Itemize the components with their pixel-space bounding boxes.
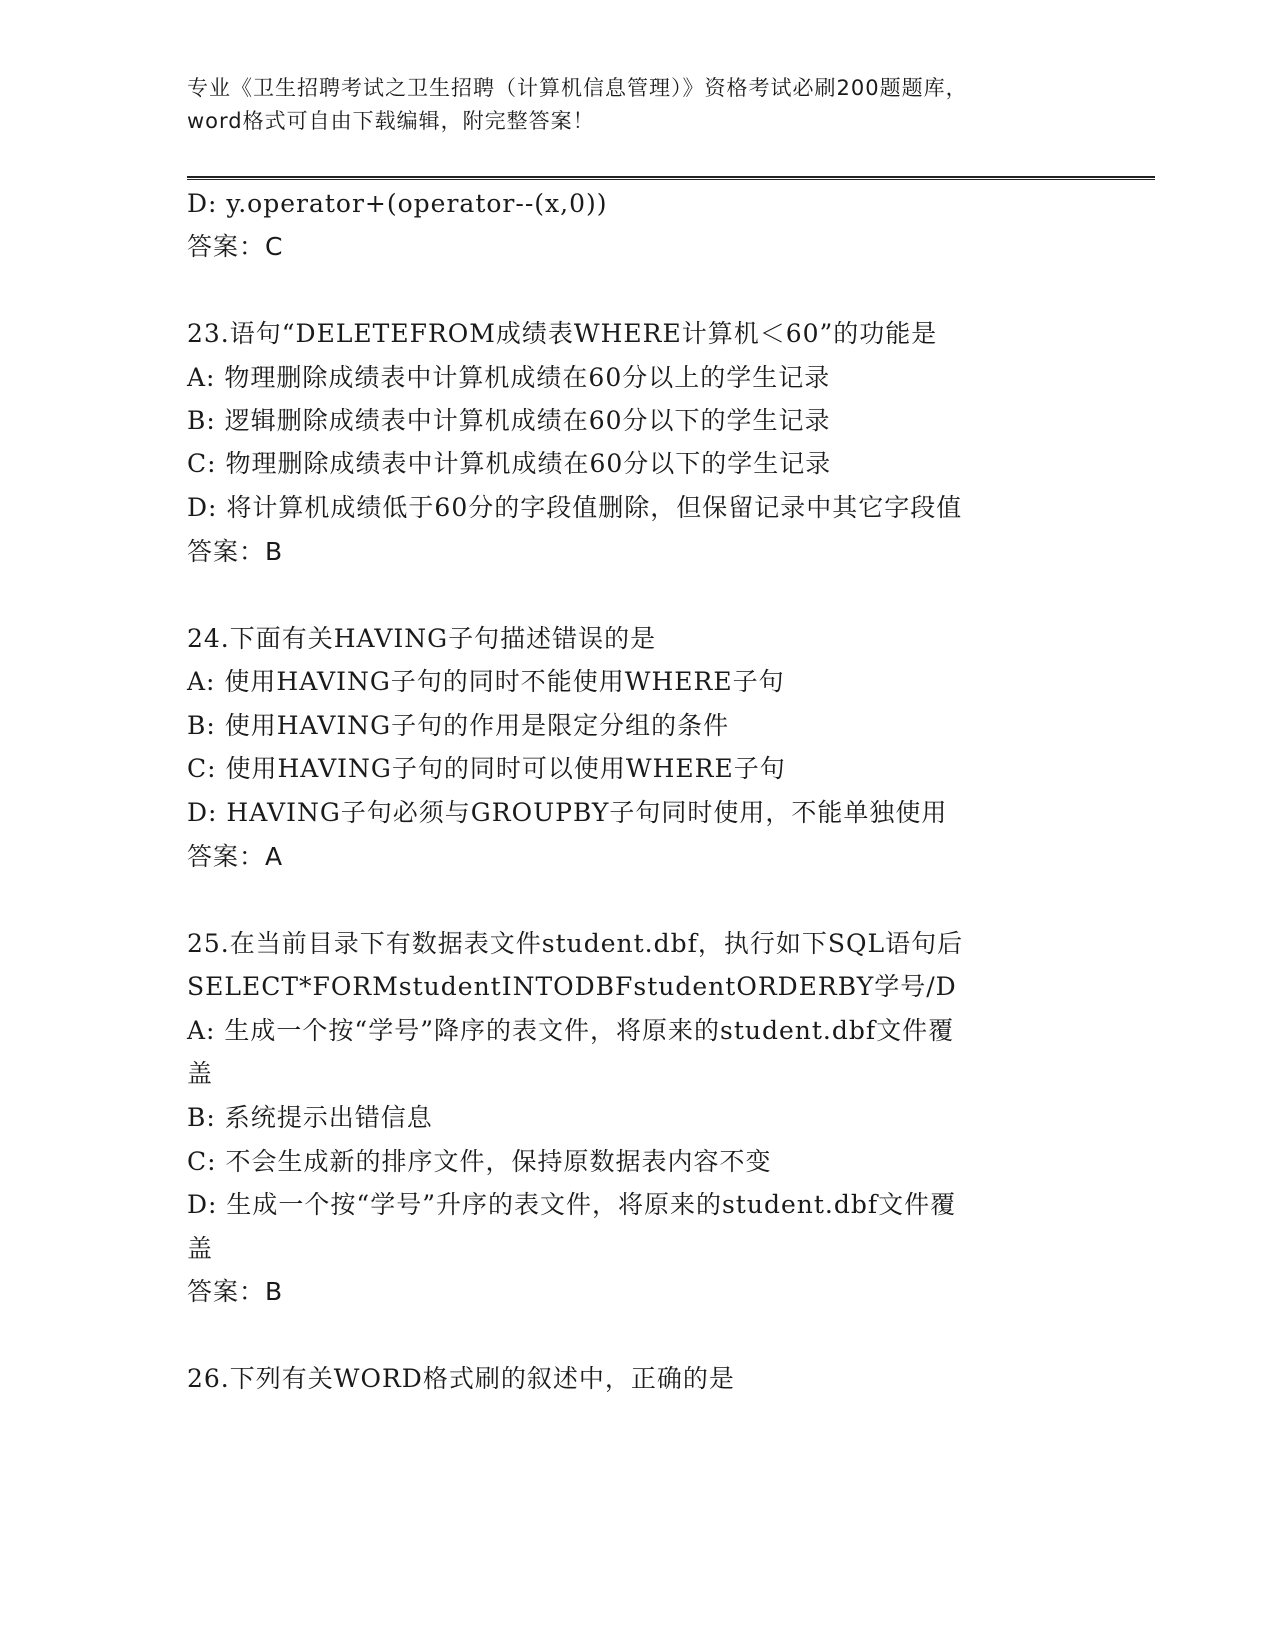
q26-stem: 26.下列有关WORD格式刷的叙述中，正确的是 — [187, 1364, 735, 1393]
q24-stem: 24.下面有关HAVING子句描述错误的是 — [187, 624, 657, 653]
q24-option-c: C: 使用HAVING子句的同时可以使用WHERE子句 — [187, 754, 786, 783]
header-line-2: word格式可自由下载编辑，附完整答案！ — [187, 109, 595, 133]
q24-answer: 答案：A — [187, 842, 284, 871]
q24-option-a: A: 使用HAVING子句的同时不能使用WHERE子句 — [187, 667, 785, 696]
q23-option-b: B: 逻辑删除成绩表中计算机成绩在60分以下的学生记录 — [187, 406, 831, 435]
q25-stem-sql: SELECT*FORMstudentINTODBFstudentORDERBY学号/D — [187, 972, 957, 1001]
q25-stem: 25.在当前目录下有数据表文件student.dbf，执行如下SQL语句后 — [187, 929, 964, 958]
header-line-1: 专业《卫生招聘考试之卫生招聘（计算机信息管理）》资格考试必刷200题题库， — [187, 76, 968, 100]
q25-answer: 答案：B — [187, 1277, 284, 1306]
q22-option-d: D: y.operator+(operator--(x,0)) — [187, 189, 608, 218]
q25-option-d-cont: 盖 — [187, 1234, 214, 1263]
q25-option-a: A: 生成一个按“学号”降序的表文件，将原来的student.dbf文件覆 — [187, 1016, 955, 1045]
q23-stem: 23.语句“DELETEFROM成绩表WHERE计算机＜60”的功能是 — [187, 319, 938, 348]
q25-option-b: B: 系统提示出错信息 — [187, 1103, 433, 1132]
q23-option-a: A: 物理删除成绩表中计算机成绩在60分以上的学生记录 — [187, 363, 831, 392]
q25-option-a-cont: 盖 — [187, 1059, 214, 1088]
header-divider — [187, 176, 1155, 180]
q24-option-d: D: HAVING子句必须与GROUPBY子句同时使用，不能单独使用 — [187, 798, 948, 827]
q22-answer: 答案：C — [187, 232, 284, 261]
q25-option-c: C: 不会生成新的排序文件，保持原数据表内容不变 — [187, 1147, 772, 1176]
q24-option-b: B: 使用HAVING子句的作用是限定分组的条件 — [187, 711, 730, 740]
page-header — [187, 72, 1107, 138]
q23-option-d: D: 将计算机成绩低于60分的字段值删除，但保留记录中其它字段值 — [187, 493, 963, 522]
q23-option-c: C: 物理删除成绩表中计算机成绩在60分以下的学生记录 — [187, 449, 832, 478]
q25-option-d: D: 生成一个按“学号”升序的表文件，将原来的student.dbf文件覆 — [187, 1190, 957, 1219]
q23-answer: 答案：B — [187, 537, 284, 566]
